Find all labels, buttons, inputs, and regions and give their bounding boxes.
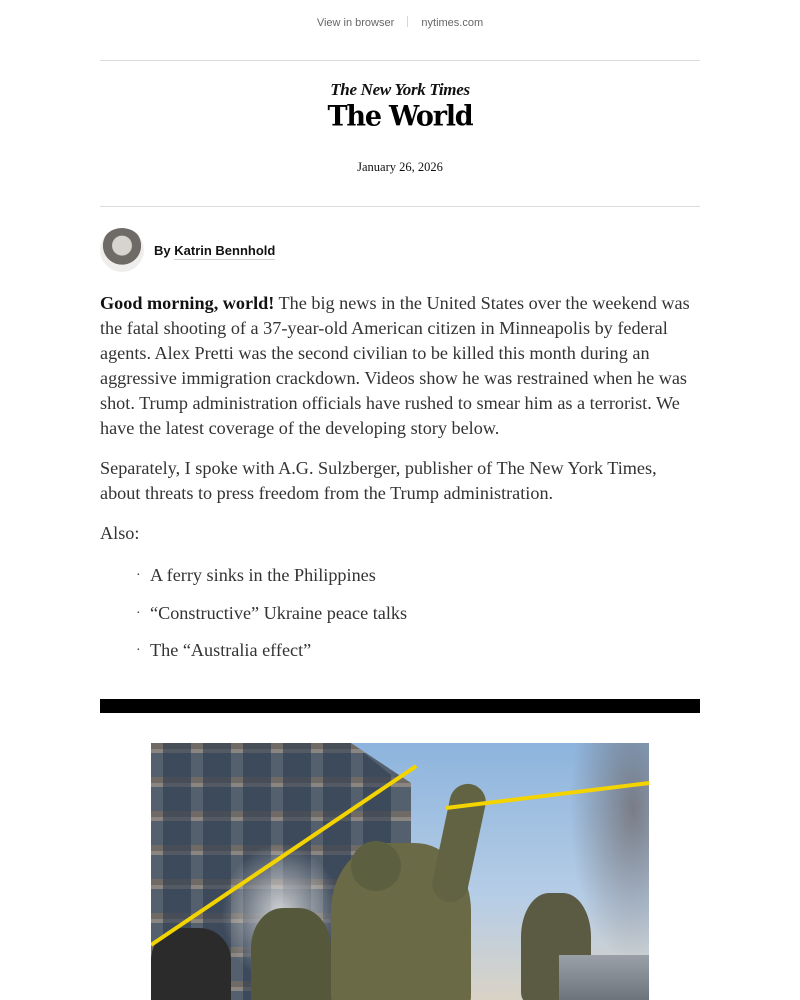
view-in-browser-link[interactable]: View in browser bbox=[316, 17, 395, 29]
greeting: Good morning, world! bbox=[100, 293, 275, 313]
author-avatar bbox=[100, 228, 144, 272]
byline-text bbox=[154, 243, 275, 258]
intro-paragraph bbox=[100, 291, 700, 441]
byline-prefix: By bbox=[154, 242, 171, 258]
also-label: Also: bbox=[100, 523, 140, 543]
nyt-logo[interactable]: The New York Times bbox=[330, 80, 470, 99]
newsletter-title: The World bbox=[327, 100, 473, 133]
link-separator bbox=[407, 16, 408, 27]
list-item: · The “Australia effect” bbox=[136, 638, 700, 663]
bullet-icon: · bbox=[136, 568, 141, 583]
highlights-list bbox=[100, 563, 700, 663]
bullet-icon: · bbox=[136, 605, 141, 621]
top-links-bar bbox=[0, 16, 800, 29]
byline bbox=[100, 228, 275, 272]
photo-raised-arm bbox=[429, 781, 489, 906]
paragraph-2: Separately, I spoke with A.G. Sulzberger, publisher of The New York Times, about threats to press freedom from the Trump administration. bbox=[100, 458, 657, 503]
lead-photo[interactable] bbox=[151, 743, 649, 1000]
section-divider-bar bbox=[100, 699, 700, 713]
bullet-icon: · bbox=[136, 643, 141, 658]
photo-cars bbox=[559, 955, 649, 1000]
masthead bbox=[0, 80, 800, 132]
photo-agent bbox=[251, 908, 331, 1000]
list-item: · “Constructive” Ukraine peace talks bbox=[136, 601, 700, 626]
list-item: · A ferry sinks in the Philippines bbox=[136, 563, 700, 588]
top-divider bbox=[100, 60, 700, 61]
newsletter-body bbox=[100, 291, 700, 676]
issue-date: January 26, 2026 bbox=[357, 160, 443, 174]
intro-text: The big news in the United States over the weekend was the fatal shooting of a 37-year-old American citizen in Minneapolis by federal agents. Alex Pretti was the second civilian to be killed this month during an aggressive immigration crackdown. Videos show he was restrained when he was shot. Trump administration officials have rushed to smear him as a terrorist. We have the latest coverage of the developing story below. bbox=[100, 293, 690, 438]
author-link[interactable]: Katrin Bennhold bbox=[174, 242, 276, 258]
masthead-divider bbox=[100, 206, 700, 207]
nytimes-link[interactable]: nytimes.com bbox=[421, 17, 484, 29]
